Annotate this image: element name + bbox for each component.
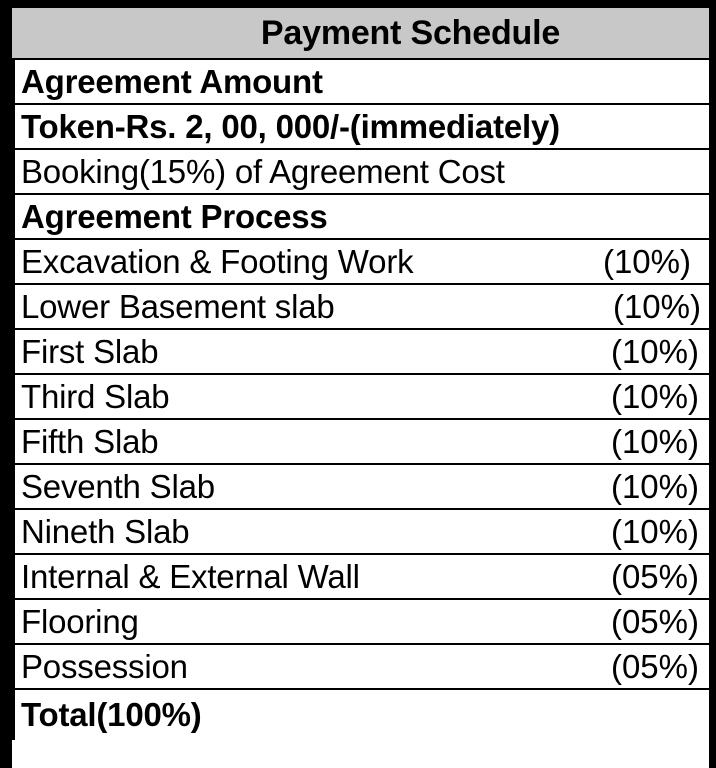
row-percentage: (10%) [610, 467, 699, 505]
row-label: Third Slab [21, 377, 170, 415]
row-label: Flooring [21, 602, 139, 640]
table-row [12, 375, 709, 420]
table-row [12, 510, 709, 555]
row-label: Agreement Amount [21, 62, 323, 100]
table-title-row [12, 8, 709, 60]
table-row [12, 60, 709, 105]
row-label: Internal & External Wall [21, 557, 360, 595]
row-label: Seventh Slab [21, 467, 215, 505]
table-row-total [12, 690, 709, 740]
table-row [12, 105, 709, 150]
row-label: First Slab [21, 332, 159, 370]
table-title: Payment Schedule [260, 13, 561, 52]
row-percentage: (10%) [610, 332, 699, 370]
table-row [12, 420, 709, 465]
table-row [12, 645, 709, 690]
row-label: Nineth Slab [21, 512, 190, 550]
row-label: Lower Basement slab [21, 287, 335, 325]
row-percentage: (10%) [610, 422, 699, 460]
row-label: Excavation & Footing Work [21, 242, 414, 280]
row-label: Fifth Slab [21, 422, 159, 460]
table-row [12, 150, 709, 195]
row-percentage: (10%) [602, 242, 691, 280]
table-row [12, 600, 709, 645]
row-label: Possession [21, 647, 188, 685]
table-row [12, 330, 709, 375]
table-row [12, 240, 709, 285]
row-percentage: (10%) [612, 287, 701, 325]
payment-schedule-table [12, 8, 709, 768]
row-label: Agreement Process [21, 197, 328, 235]
row-label: Booking(15%) of Agreement Cost [21, 152, 505, 190]
row-label: Total(100%) [21, 696, 202, 733]
table-row [12, 555, 709, 600]
row-percentage: (05%) [610, 647, 699, 685]
table-row [12, 285, 709, 330]
row-percentage: (05%) [610, 602, 699, 640]
row-percentage: (10%) [610, 512, 699, 550]
table-row [12, 195, 709, 240]
row-percentage: (05%) [610, 557, 699, 595]
row-label: Token-Rs. 2, 00, 000/-(immediately) [21, 107, 560, 145]
row-percentage: (10%) [610, 377, 699, 415]
table-row [12, 465, 709, 510]
